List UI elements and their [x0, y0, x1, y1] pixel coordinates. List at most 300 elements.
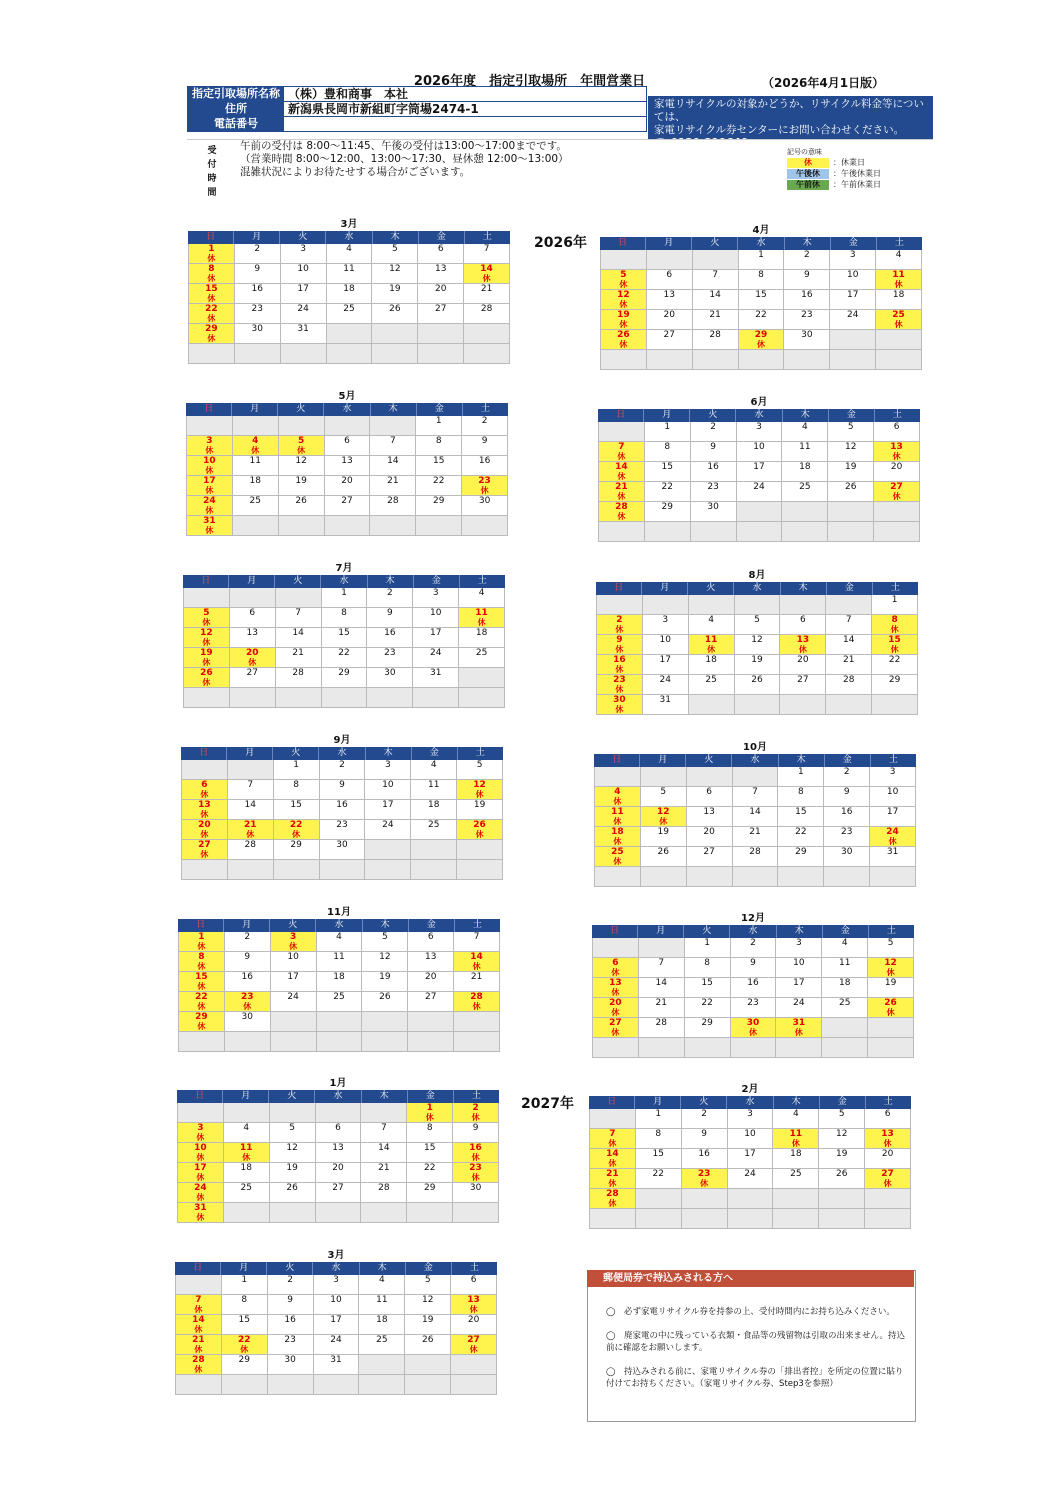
- holiday-day-cell: [453, 1103, 499, 1123]
- holiday-mark: 休: [475, 790, 484, 799]
- day-number: 19: [286, 1163, 298, 1173]
- day-number: 7: [473, 932, 480, 942]
- day-number: 16: [469, 1143, 482, 1153]
- empty-day-cell: [687, 767, 733, 787]
- day-number: 24: [744, 1169, 756, 1179]
- day-number: 9: [472, 1123, 479, 1133]
- empty-day-cell: [317, 1032, 363, 1052]
- calendar-month: [596, 570, 918, 715]
- holiday-day-cell: [682, 1169, 728, 1189]
- post-notice-item: ◯ 持込みされる前に、家電リサイクル券の「排出者控」を所定の位置に貼り付けてお持ちください。（家電リサイクル券、Step3を参照）: [606, 1367, 904, 1389]
- day-number: 24: [382, 820, 394, 830]
- day-number: 27: [246, 668, 258, 678]
- day-number: 19: [379, 972, 391, 982]
- day-number: 19: [884, 978, 897, 988]
- holiday-mark: 休: [292, 830, 301, 839]
- day-cell: [784, 310, 830, 330]
- weekday-label: 金: [419, 231, 465, 244]
- day-number: 27: [609, 1018, 622, 1028]
- holiday-mark: 休: [615, 685, 624, 694]
- day-number: 28: [842, 675, 855, 685]
- holiday-mark: 休: [617, 472, 626, 481]
- day-number: 8: [426, 1123, 433, 1133]
- empty-day-cell: [314, 1375, 360, 1395]
- holiday-mark: 休: [892, 452, 901, 461]
- day-cell: [643, 615, 689, 635]
- weekday-label: 日: [598, 409, 644, 422]
- weekday-label: 水: [732, 754, 778, 767]
- day-cell: [230, 608, 276, 628]
- day-number: 19: [389, 284, 401, 294]
- day-cell: [268, 1275, 314, 1295]
- day-number: 14: [378, 1143, 390, 1153]
- day-number: 6: [344, 436, 350, 446]
- day-cell: [647, 310, 693, 330]
- day-cell: [408, 932, 454, 952]
- day-number: 17: [846, 290, 859, 300]
- holiday-day-cell: [271, 932, 317, 952]
- day-cell: [416, 476, 462, 496]
- day-cell: [362, 992, 408, 1012]
- holiday-day-cell: [184, 628, 230, 648]
- empty-day-cell: [645, 522, 691, 542]
- day-cell: [281, 264, 327, 284]
- day-number: 5: [620, 270, 627, 280]
- holiday-mark: 休: [205, 466, 214, 475]
- day-number: 9: [481, 436, 488, 446]
- holiday-mark: 休: [202, 678, 211, 687]
- holiday-day-cell: [457, 780, 503, 800]
- day-cell: [230, 668, 276, 688]
- holiday-mark: 休: [202, 638, 211, 647]
- empty-day-cell: [459, 688, 505, 708]
- holiday-day-cell: [451, 1295, 497, 1315]
- day-number: 6: [884, 1109, 891, 1119]
- holiday-mark: 休: [886, 1008, 895, 1017]
- holiday-mark: 休: [471, 1153, 480, 1162]
- day-cell: [784, 330, 830, 350]
- weekday-label: 火: [684, 925, 730, 938]
- day-cell: [693, 270, 739, 290]
- empty-day-cell: [874, 502, 920, 522]
- weekday-label: 日: [175, 1262, 221, 1275]
- holiday-mark: 休: [888, 837, 897, 846]
- day-number: 16: [336, 800, 348, 810]
- day-number: 24: [793, 998, 805, 1008]
- day-number: 26: [379, 992, 391, 1002]
- empty-day-cell: [464, 324, 510, 344]
- day-number: 12: [421, 1295, 434, 1305]
- empty-day-cell: [279, 516, 325, 536]
- day-number: 23: [469, 1163, 482, 1173]
- day-number: 8: [208, 264, 215, 274]
- day-cell: [872, 595, 918, 615]
- day-cell: [737, 422, 783, 442]
- day-cell: [778, 767, 824, 787]
- day-cell: [453, 1123, 499, 1143]
- holiday-day-cell: [184, 668, 230, 688]
- empty-day-cell: [365, 860, 411, 880]
- day-number: 2: [750, 938, 756, 948]
- day-number: 7: [483, 244, 490, 254]
- day-number: 2: [254, 244, 261, 254]
- day-cell: [225, 952, 271, 972]
- day-cell: [411, 780, 457, 800]
- day-number: 30: [746, 1018, 760, 1028]
- day-number: 18: [611, 827, 624, 837]
- day-number: 2: [481, 416, 488, 426]
- day-cell: [691, 462, 737, 482]
- month-title: 6月: [750, 397, 768, 408]
- day-number: 21: [292, 648, 304, 658]
- day-cell: [865, 1109, 911, 1129]
- day-number: 22: [195, 992, 208, 1002]
- day-cell: [641, 787, 687, 807]
- empty-day-cell: [367, 688, 413, 708]
- day-cell: [314, 1335, 360, 1355]
- day-number: 29: [238, 1355, 250, 1365]
- day-number: 1: [293, 760, 299, 770]
- day-cell: [782, 482, 828, 502]
- weekday-label: 土: [890, 583, 900, 593]
- weekday-label: 金: [412, 747, 458, 760]
- empty-day-cell: [281, 344, 327, 364]
- day-cell: [361, 1123, 407, 1143]
- holiday-day-cell: [601, 310, 647, 330]
- empty-day-cell: [599, 422, 645, 442]
- day-cell: [459, 648, 505, 668]
- empty-day-cell: [601, 350, 647, 370]
- empty-day-cell: [595, 867, 641, 887]
- empty-day-cell: [317, 1012, 363, 1032]
- empty-day-cell: [405, 1375, 451, 1395]
- day-number: 26: [200, 668, 213, 678]
- day-cell: [780, 655, 826, 675]
- day-cell: [645, 482, 691, 502]
- empty-day-cell: [365, 840, 411, 860]
- empty-day-cell: [359, 1355, 405, 1375]
- empty-day-cell: [636, 1189, 682, 1209]
- day-number: 18: [333, 972, 345, 982]
- month-title: 3月: [340, 219, 358, 230]
- day-number: 25: [475, 648, 488, 658]
- holiday-mark: 休: [613, 817, 622, 826]
- day-number: 5: [298, 436, 305, 446]
- day-number: 12: [286, 1143, 298, 1153]
- day-grid: [600, 250, 922, 370]
- day-number: 2: [472, 1103, 479, 1113]
- holiday-day-cell: [597, 635, 643, 655]
- weekday-label: 日: [188, 231, 234, 244]
- empty-day-cell: [327, 344, 373, 364]
- day-number: 15: [205, 284, 218, 294]
- day-cell: [281, 324, 327, 344]
- day-cell: [870, 767, 916, 787]
- holiday-day-cell: [597, 615, 643, 635]
- holiday-mark: 休: [611, 1008, 620, 1017]
- day-cell: [462, 436, 508, 456]
- holiday-day-cell: [780, 635, 826, 655]
- day-number: 27: [663, 330, 675, 340]
- day-number: 18: [475, 628, 488, 638]
- empty-day-cell: [224, 1203, 270, 1223]
- year-label-2026: 2026年: [534, 235, 587, 251]
- holiday-day-cell: [182, 800, 228, 820]
- weekday-label: 月: [642, 582, 688, 595]
- empty-day-cell: [362, 1032, 408, 1052]
- holiday-day-cell: [179, 932, 225, 952]
- weekday-label: 月: [640, 754, 686, 767]
- weekday-label: 日: [181, 747, 227, 760]
- day-cell: [233, 476, 279, 496]
- holiday-day-cell: [464, 264, 510, 284]
- day-cell: [828, 442, 874, 462]
- holiday-mark: 休: [472, 1002, 481, 1011]
- day-number: 24: [659, 675, 671, 685]
- empty-day-cell: [636, 1209, 682, 1229]
- day-number: 8: [797, 787, 804, 797]
- holiday-mark: 休: [197, 1022, 206, 1031]
- weekday-label: 日: [589, 1096, 635, 1109]
- day-number: 25: [790, 1169, 802, 1179]
- calendar-month: [600, 225, 922, 370]
- notice-phone: ☎ 0120-319640: [654, 137, 749, 149]
- weekday-label: 木: [777, 925, 823, 938]
- day-number: 18: [343, 284, 355, 294]
- day-cell: [314, 1315, 360, 1335]
- holiday-day-cell: [189, 264, 235, 284]
- empty-day-cell: [454, 1032, 500, 1052]
- holiday-day-cell: [182, 840, 228, 860]
- day-number: 28: [606, 1189, 619, 1199]
- day-number: 4: [243, 1123, 250, 1133]
- day-number: 31: [886, 847, 899, 857]
- day-number: 14: [842, 635, 855, 645]
- day-cell: [685, 958, 731, 978]
- day-number: 18: [799, 462, 811, 472]
- empty-day-cell: [830, 350, 876, 370]
- calendar-month: [188, 219, 510, 364]
- day-cell: [731, 958, 777, 978]
- day-cell: [320, 840, 366, 860]
- day-cell: [365, 820, 411, 840]
- day-cell: [365, 760, 411, 780]
- day-number: 18: [838, 978, 851, 988]
- day-cell: [737, 482, 783, 502]
- holiday-mark: 休: [202, 618, 211, 627]
- weekday-label: 金: [827, 582, 873, 595]
- day-cell: [367, 588, 413, 608]
- holiday-mark: 休: [202, 658, 211, 667]
- empty-day-cell: [224, 1103, 270, 1123]
- empty-day-cell: [693, 350, 739, 370]
- day-number: 8: [435, 436, 442, 446]
- empty-day-cell: [228, 860, 274, 880]
- day-cell: [233, 456, 279, 476]
- day-cell: [691, 482, 737, 502]
- weekday-label: 木: [362, 1090, 408, 1103]
- day-number: 29: [661, 502, 673, 512]
- day-cell: [235, 304, 281, 324]
- day-number: 6: [799, 615, 806, 625]
- day-number: 10: [846, 270, 859, 280]
- day-number: 25: [249, 496, 261, 506]
- holiday-mark: 休: [197, 982, 206, 991]
- day-cell: [281, 304, 327, 324]
- weekday-label: 月: [644, 409, 690, 422]
- day-cell: [361, 1163, 407, 1183]
- day-number: 8: [891, 615, 898, 625]
- day-cell: [819, 1129, 865, 1149]
- holiday-mark: 休: [194, 1305, 203, 1314]
- day-cell: [639, 978, 685, 998]
- day-cell: [276, 608, 322, 628]
- empty-day-cell: [418, 324, 464, 344]
- day-number: 10: [429, 608, 442, 618]
- weekday-label: 日: [596, 582, 642, 595]
- day-cell: [405, 1275, 451, 1295]
- holiday-day-cell: [601, 330, 647, 350]
- day-cell: [224, 1123, 270, 1143]
- day-cell: [222, 1275, 268, 1295]
- legend: [787, 147, 927, 190]
- holiday-mark: 休: [608, 1199, 617, 1208]
- day-cell: [322, 648, 368, 668]
- day-cell: [870, 847, 916, 867]
- day-number: 3: [197, 1123, 204, 1133]
- day-number: 22: [652, 1169, 664, 1179]
- day-number: 26: [473, 820, 486, 830]
- holiday-day-cell: [595, 807, 641, 827]
- day-number: 28: [480, 304, 493, 314]
- day-number: 21: [470, 972, 483, 982]
- day-number: 27: [797, 675, 809, 685]
- weekday-label: 火: [270, 919, 316, 932]
- day-number: 22: [795, 827, 807, 837]
- day-number: 2: [843, 767, 850, 777]
- empty-day-cell: [689, 695, 735, 715]
- empty-day-cell: [870, 867, 916, 887]
- weekday-header: [177, 1090, 499, 1103]
- day-number: 17: [287, 972, 299, 982]
- day-cell: [228, 780, 274, 800]
- calendar-month: [175, 1250, 497, 1395]
- day-number: 4: [801, 422, 808, 432]
- day-number: 11: [249, 456, 261, 466]
- day-cell: [279, 496, 325, 516]
- info-row-name: [187, 86, 647, 102]
- day-cell: [279, 456, 325, 476]
- day-number: 16: [613, 655, 626, 665]
- weekday-label: 水: [316, 919, 362, 932]
- day-cell: [872, 655, 918, 675]
- day-cell: [639, 958, 685, 978]
- month-title: 3月: [327, 1250, 345, 1261]
- day-number: 27: [434, 304, 447, 314]
- holiday-day-cell: [184, 608, 230, 628]
- edition-date: （2026年4月1日版）: [762, 76, 885, 90]
- day-number: 8: [198, 952, 205, 962]
- day-cell: [819, 1109, 865, 1129]
- holiday-day-cell: [593, 1018, 639, 1038]
- empty-day-cell: [784, 350, 830, 370]
- day-number: 1: [797, 767, 804, 777]
- day-number: 1: [704, 938, 710, 948]
- holiday-day-cell: [230, 648, 276, 668]
- day-number: 25: [333, 992, 345, 1002]
- day-number: 8: [704, 958, 710, 968]
- day-number: 11: [427, 780, 440, 790]
- empty-day-cell: [693, 250, 739, 270]
- holiday-day-cell: [593, 998, 639, 1018]
- day-cell: [407, 1183, 453, 1203]
- empty-day-cell: [641, 867, 687, 887]
- day-number: 1: [241, 1275, 248, 1285]
- holiday-mark: 休: [791, 1139, 800, 1148]
- day-number: 23: [284, 1335, 296, 1345]
- day-cell: [457, 800, 503, 820]
- day-number: 4: [430, 760, 437, 770]
- day-number: 13: [881, 1129, 894, 1139]
- empty-day-cell: [689, 595, 735, 615]
- weekday-label: 金: [831, 237, 877, 250]
- day-number: 15: [290, 800, 302, 810]
- day-cell: [830, 250, 876, 270]
- day-number: 21: [615, 482, 628, 492]
- day-number: 4: [252, 436, 259, 446]
- holiday-mark: 休: [196, 1153, 205, 1162]
- day-cell: [687, 827, 733, 847]
- holiday-day-cell: [776, 1018, 822, 1038]
- holiday-mark: 休: [608, 1179, 617, 1188]
- day-number: 2: [710, 422, 716, 432]
- empty-day-cell: [178, 1103, 224, 1123]
- day-number: 14: [709, 290, 721, 300]
- holiday-day-cell: [601, 290, 647, 310]
- weekday-label: 月: [638, 925, 684, 938]
- day-cell: [407, 1143, 453, 1163]
- day-number: 30: [251, 324, 263, 334]
- weekday-label: 土: [892, 410, 902, 420]
- weekday-label: 土: [883, 1097, 893, 1107]
- weekday-label: 日: [183, 575, 229, 588]
- holiday-mark: 休: [890, 645, 899, 654]
- day-number: 22: [432, 476, 445, 486]
- weekday-label: 土: [475, 748, 485, 758]
- day-cell: [639, 1018, 685, 1038]
- day-number: 16: [707, 462, 719, 472]
- holiday-day-cell: [187, 516, 233, 536]
- empty-day-cell: [819, 1189, 865, 1209]
- day-number: 26: [421, 1335, 434, 1345]
- empty-day-cell: [647, 350, 693, 370]
- day-number: 30: [613, 695, 626, 705]
- day-number: 7: [247, 780, 254, 790]
- day-cell: [359, 1275, 405, 1295]
- day-number: 2: [339, 760, 345, 770]
- holiday-day-cell: [179, 972, 225, 992]
- holiday-day-cell: [187, 456, 233, 476]
- empty-day-cell: [824, 867, 870, 887]
- day-cell: [824, 827, 870, 847]
- empty-day-cell: [268, 1375, 314, 1395]
- day-cell: [822, 998, 868, 1018]
- day-number: 9: [339, 780, 345, 790]
- holiday-mark: 休: [659, 817, 668, 826]
- empty-day-cell: [643, 595, 689, 615]
- holiday-day-cell: [597, 675, 643, 695]
- empty-day-cell: [276, 588, 322, 608]
